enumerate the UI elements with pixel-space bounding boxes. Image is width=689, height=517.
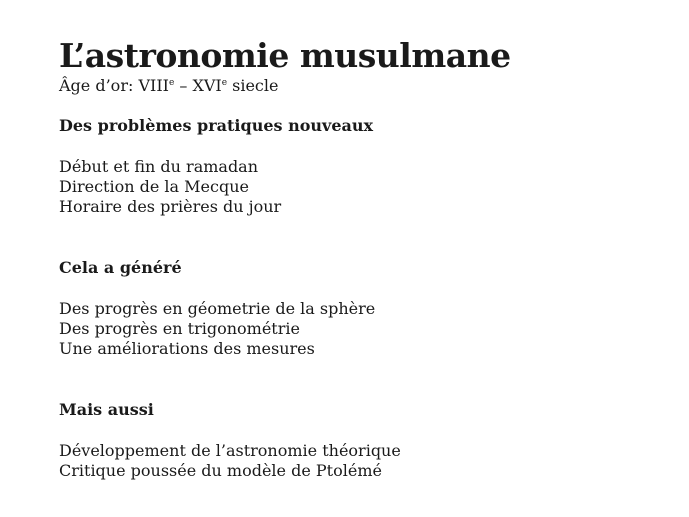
list-item: Des progrès en trigonométrie [59,319,300,338]
section-list [59,157,679,217]
section-practical-problems [59,116,679,217]
subtitle-prefix: Âge d’or: VIII [59,76,169,95]
subtitle-middle: – XVI [174,76,222,95]
list-item: Direction de la Mecque [59,177,249,196]
section-heading: Cela a généré [59,258,182,277]
subtitle-superscript-2: e [221,78,228,88]
list-item: Une améliorations des mesures [59,339,315,358]
list-item: Horaire des prières du jour [59,197,282,216]
section-list [59,299,679,359]
section-generated [59,258,679,359]
list-item: Critique poussée du modèle de Ptolémé [59,461,382,480]
list-item: Développement de l’astronomie théorique [59,441,401,460]
subtitle [59,76,679,96]
section-heading: Mais aussi [59,400,154,419]
page-title: L’astronomie musulmane [59,36,511,75]
section-heading: Des problèmes pratiques nouveaux [59,116,374,135]
subtitle-suffix: siecle [227,76,279,95]
subtitle-superscript-1: e [168,78,175,88]
section-list [59,441,679,481]
section-also [59,400,679,481]
slide [59,36,679,481]
list-item: Début et fin du ramadan [59,157,259,176]
list-item: Des progrès en géometrie de la sphère [59,299,376,318]
